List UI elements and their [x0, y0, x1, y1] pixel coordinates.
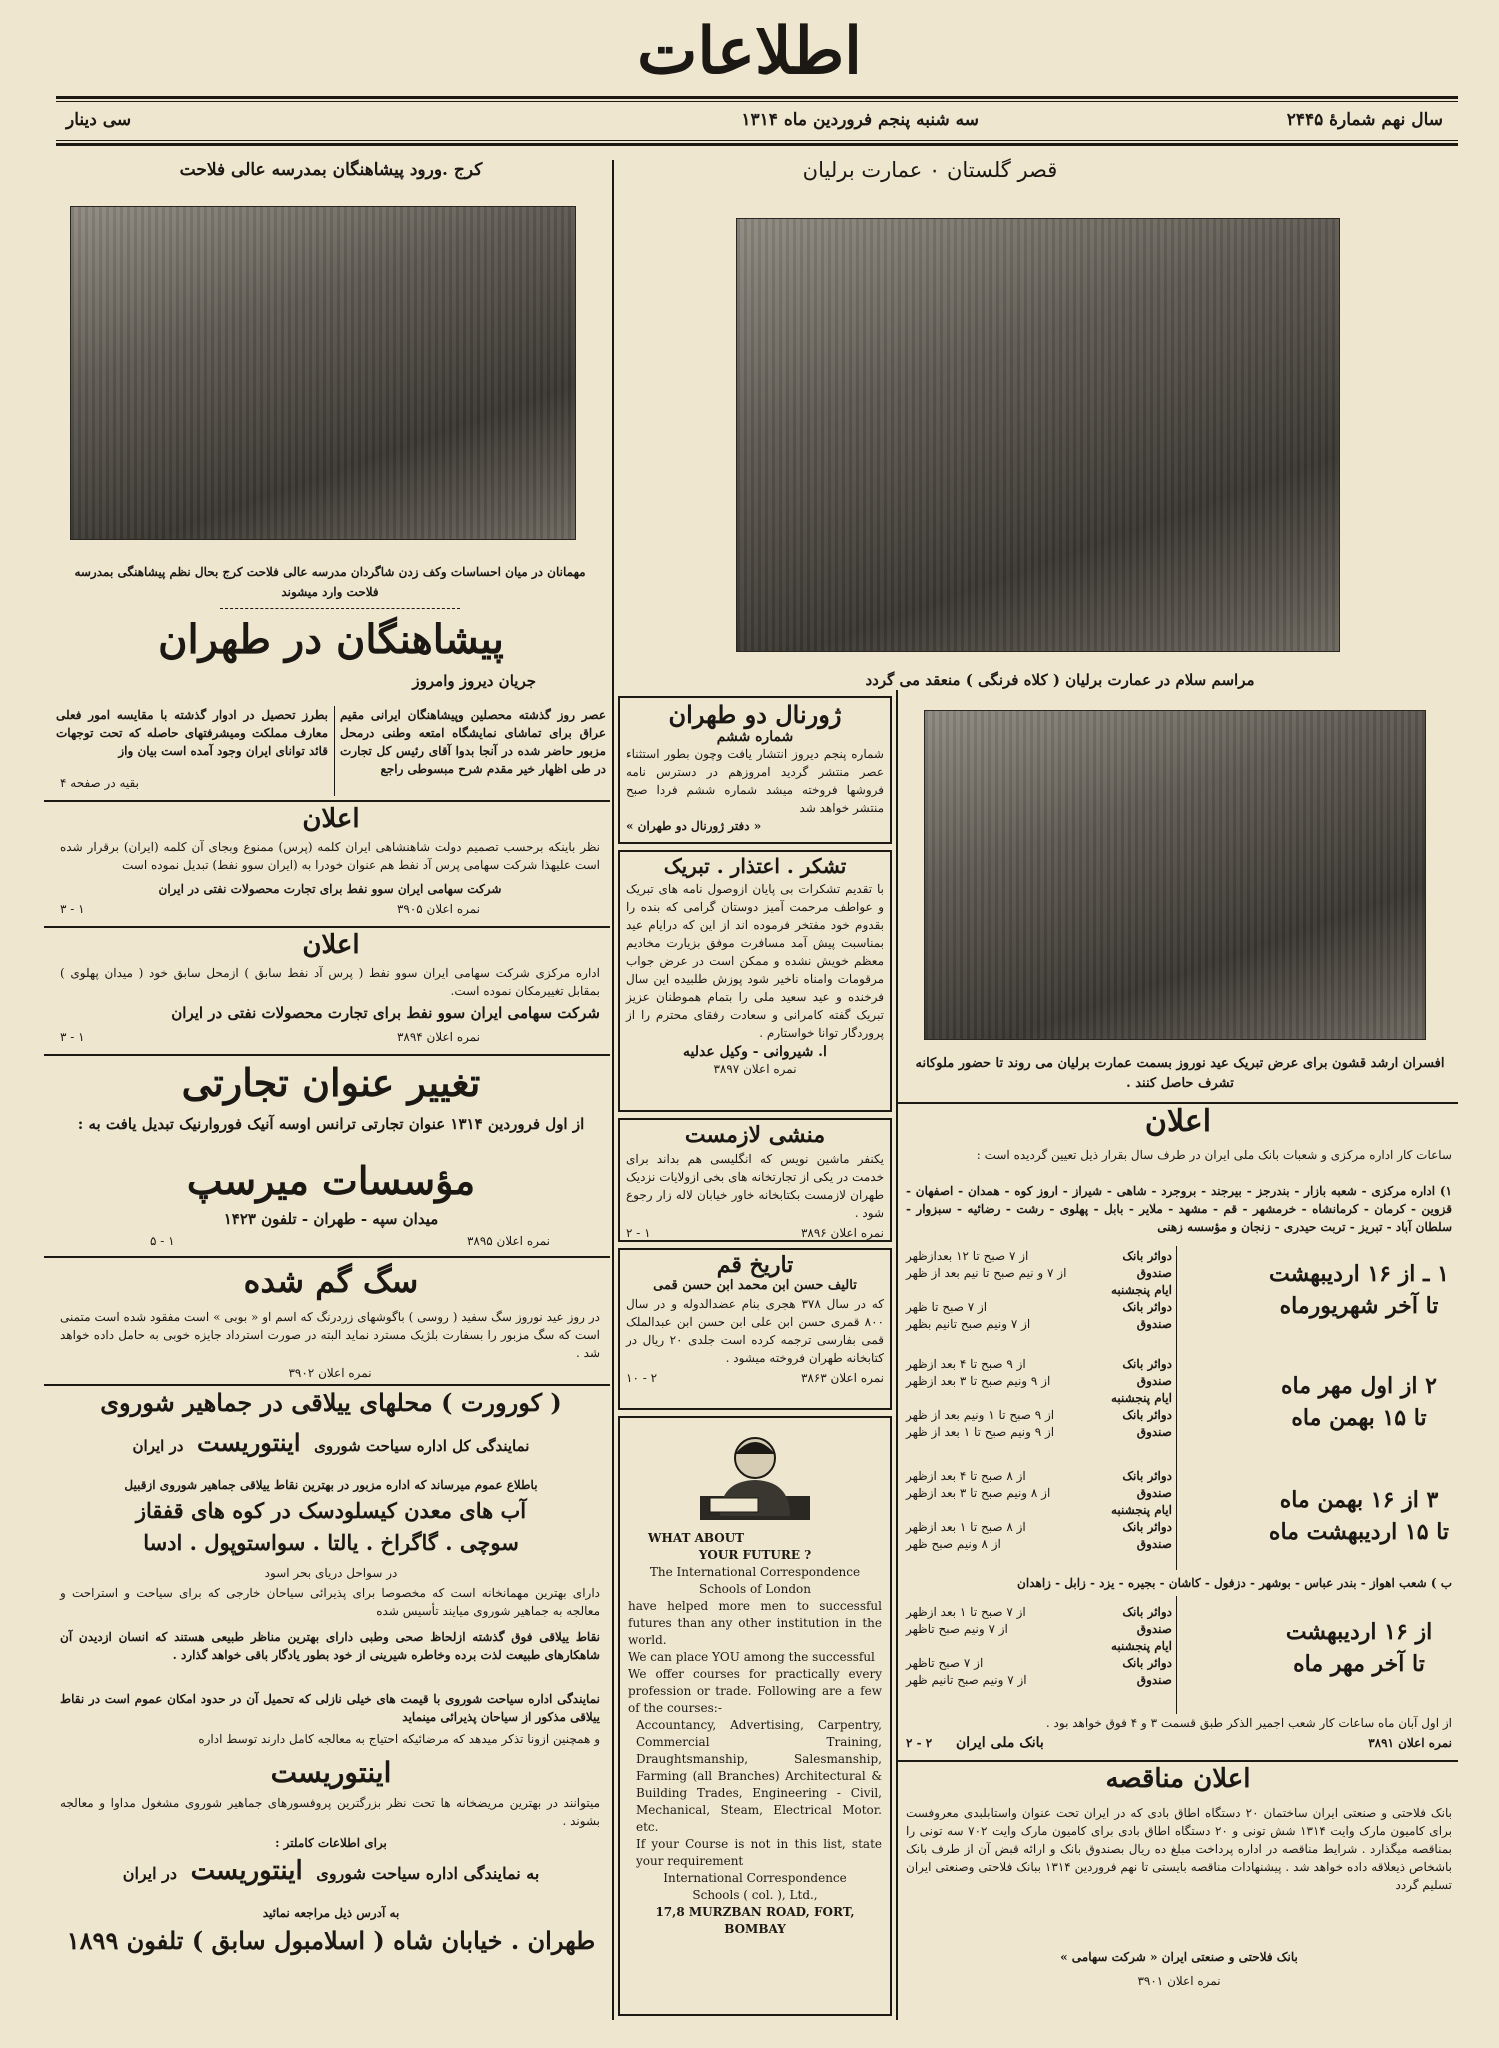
bank-period-1-to: تا آخر شهریورماه [1279, 1293, 1439, 1319]
intourist-info: برای اطلاعات کاملتر : [275, 1836, 387, 1850]
intourist-rep-line [56, 1856, 606, 1886]
intourist-in-iran: در ایران [132, 1437, 184, 1455]
issue-price: سی دینار [66, 110, 132, 130]
thanks-text: با تقدیم تشکرات بی پایان ازوصول نامه های تبریک و عواطف مرحمت آمیز دوستان گرامی که بنده را بقدوم خود مفتخر فرموده اند از این که درایام عید بمناسبت پیش آمد مسافرت موفق بزیارت مخادیم معظم خویش نشده و ممکن است در عرض جواب مرقومات وامناه ناخیر شود پوزش طلبیده این سال فرخنده و عید سعید ملی را بتمام هموطنان عزیز تبریک گفته کامرانی و سعادت رفقای محترم را از پروردگار توانا خواستارم . [626, 882, 884, 1040]
scouts-photo [70, 206, 576, 540]
bank-group-b: ب ) شعب اهواز - بندر عباس - بوشهر - دزفول - کاشان - بجیره - یزد - زابل - زاهدان [1017, 1576, 1452, 1590]
divider-notice2-top [44, 926, 610, 928]
masthead-rule-top [56, 96, 1458, 99]
thanks-signature: ا. شیروانی - وکیل عدلیه [683, 1044, 827, 1060]
bank-notice-intro: ساعات کار اداره مرکزی و شعبات بانک ملی ایران در طرف سال بقرار ذیل تعیین گردیده است : [976, 1148, 1452, 1162]
caption-dash-rule [220, 608, 460, 609]
scouts-subheadline: جریان دیروز وامروز [412, 672, 536, 690]
column-divider-left [612, 160, 614, 2020]
notice2-company: شرکت سهامی ایران سوو نفط برای تجارت محصولات نفتی در ایران [171, 1004, 600, 1022]
secretary-notice-part: ۱ - ۲ [626, 1226, 651, 1240]
qom-title: تاریخ قم [716, 1252, 794, 1278]
lost-dog-notice-number: نمره اعلان ۳۹۰۲ [288, 1366, 372, 1380]
issue-date: سه شنبه پنجم فروردین ماه ۱۳۱۴ [741, 110, 979, 130]
intourist-line-5: دارای بهترین مهمانخانه است که مخصوصا برای پذیرائی سیاحان خارجی که برای سیاحت و استراحت و معالجه به جماهیر شوروی میایند تأسیس شده [60, 1586, 600, 1618]
scouts-col-left: بطرز تحصیل در ادوار گذشته با مقایسه امور فعلی معارف مملکت ومیشرفتهای حاصله که تحت توجهات قائد توانای ایران وجود آمده است بیان واز [56, 708, 328, 758]
thanks-notice-number: نمره اعلان ۳۸۹۷ [713, 1062, 797, 1076]
ics-para-1: have helped more men to successful futures than any other institution in the world. [628, 1599, 882, 1647]
intourist-address: طهران . خیابان شاه ( اسلامبول سابق ) تلفون ۱۸۹۹ [66, 1926, 596, 1955]
bank-notice-title: اعلان [1144, 1104, 1212, 1139]
bank-period-3 [1259, 1484, 1459, 1548]
schedule-row: صندوق از ۸ ونیم صبح تا ۳ بعد ازظهر [906, 1486, 1172, 1500]
ics-text [620, 1530, 890, 1938]
header-rule-thin [56, 140, 1458, 141]
journal-signature: « دفتر ژورنال دو طهران » [626, 819, 762, 833]
ics-heading-2: YOUR FUTURE ? [698, 1548, 812, 1562]
bank-schedule-divider [1176, 1246, 1177, 1570]
header-rule [56, 143, 1458, 146]
schedule-row: صندوق از ۹ ونیم صبح تا ۳ بعد ازظهر [906, 1374, 1172, 1388]
ics-heading-1: WHAT ABOUT [648, 1531, 745, 1545]
intourist-agency: نمایندگی کل اداره سیاحت شوروی [314, 1437, 530, 1455]
bank-period-1-from: ۱ ـ از ۱۶ اردیبهشت [1269, 1261, 1449, 1287]
reading-man-illustration [680, 1426, 830, 1526]
notice2-title: اعلان [302, 930, 360, 960]
schedule-row: دوائر بانک از ۸ صبح تا ۴ بعد ازظهر [906, 1469, 1172, 1483]
bank-period-3-from: ۳ از ۱۶ بهمن ماه [1279, 1487, 1439, 1513]
trade-name-title: تغییر عنوان تجارتی [181, 1060, 481, 1105]
scouts-headline: پیشاهنگان در طهران [158, 616, 504, 663]
qom-notice-part: ۲ - ۱۰ [626, 1371, 658, 1385]
lost-dog-title: سگ گم شده [243, 1262, 419, 1300]
qom-author: تالیف حسن ابن محمد ابن حسن قمی [653, 1278, 857, 1293]
bank-period-4-from: از ۱۶ اردیبهشت [1285, 1619, 1433, 1645]
palace-photo [736, 218, 1340, 652]
journal-title: ژورنال دو طهران [668, 700, 842, 729]
intourist-title: ( کورورت ) محلهای ییلاقی در جماهیر شوروی [100, 1388, 562, 1417]
intourist-line-2: آب های معدن کیسلودسک در کوه های قفقاز [135, 1498, 527, 1523]
bank-period-2-from: ۲ از اول مهر ماه [1281, 1373, 1437, 1399]
trade-name-address: میدان سپه - طهران - تلفون ۱۴۲۳ [223, 1210, 439, 1228]
notice2-notice-part: ۱ - ۳ [60, 1030, 85, 1044]
trade-name-brand: مؤسسات میرسپ [186, 1158, 476, 1203]
notice2-notice-number: نمره اعلان ۳۸۹۴ [396, 1030, 480, 1044]
bank-period-1 [1259, 1258, 1459, 1322]
intourist-brand-large: اینتوریست [270, 1756, 392, 1789]
notice1-notice-part: ۱ - ۳ [60, 902, 85, 916]
notice1-footer [60, 900, 480, 918]
qom-notice-number: نمره اعلان ۳۸۶۳ [800, 1371, 884, 1385]
officers-photo [924, 710, 1426, 1040]
secretary-title: منشی لازمست [684, 1122, 826, 1148]
column-divider-right [896, 690, 898, 2020]
trade-name-text: از اول فروردین ۱۳۱۴ عنوان تجارتی ترانس اوسه آنیک فوروارنیک تبدیل یافت به : [77, 1115, 585, 1133]
bank-note: از اول آبان ماه ساعات کار شعب اجمیر الذکر طبق قسمت ۳ و ۴ فوق خواهد بود . [1045, 1716, 1452, 1730]
bank-schedule-3 [906, 1468, 1172, 1553]
scouts-continued: بقیه در صفحه ۴ [60, 776, 139, 790]
schedule-row: صندوق از ۷ ونیم صبح تانیم بظهر [906, 1317, 1172, 1331]
intourist-agency-line [56, 1428, 606, 1457]
intourist-line-7: نمایندگی اداره سیاحت شوروی با قیمت های خیلی نازلی که تحمیل آن در حدود امکان عموم است در نقاط ییلاقی مذکور از سیاحان پذیرائی مینماید [60, 1692, 600, 1724]
ics-footer-2: Schools ( col. ), Ltd., [692, 1888, 818, 1902]
lost-dog-text: در روز عید نوروز سگ سفید ( روسی ) باگوشهای زردرنگ که اسم او « بوبی » است مفقود شده است متمنی است که سگ مزبور را بسفارت بلژیک مسترد نماید البته در صورت استرداد جایزه خوبی به حامل داده خواهد شد . [60, 1310, 600, 1360]
ics-heading-4: Schools of London [699, 1582, 811, 1596]
schedule-row: ایام پنجشنبه [1110, 1283, 1172, 1297]
masthead-rule-top-thin [56, 101, 1458, 102]
notice1-text: نظر باینکه برحسب تصمیم دولت شاهنشاهی ایران کلمه (پرس) ممنوع وبجای آن کلمه (ایران) برقرار شده است علیهذا شرکت سهامی پرس آد نفط هم عنوان خودرا به (ایران سوو نفط) تبدیل نموده است [60, 840, 600, 872]
bank-period-4-to: تا آخر مهر ماه [1293, 1651, 1425, 1677]
notice1-title: اعلان [302, 804, 360, 834]
scouts-col-divider [334, 706, 335, 796]
schedule-row: دوائر بانک از ۷ صبح تا ظهر [906, 1300, 1172, 1314]
bank-period-4 [1259, 1616, 1459, 1680]
secretary-notice-number: نمره اعلان ۳۸۹۶ [800, 1226, 884, 1240]
intourist-brand: اینتوریست [197, 1428, 301, 1457]
bank-period-2-to: تا ۱۵ بهمن ماه [1291, 1405, 1427, 1431]
schedule-row: دوائر بانک از ۸ صبح تا ۱ بعد ازظهر [906, 1520, 1172, 1534]
schedule-row: ایام پنجشنبه [1110, 1503, 1172, 1517]
bank-schedule-1 [906, 1248, 1172, 1333]
notice1-company: شرکت سهامی ایران سوو نفط برای تجارت محصولات نفتی در ایران [158, 882, 502, 896]
bank-schedule-2 [906, 1356, 1172, 1441]
tender-notice-number: نمره اعلان ۳۹۰۱ [1137, 1974, 1221, 1988]
officers-photo-caption: افسران ارشد قشون برای عرض تبریک عید نوروز بسمت عمارت برلیان می روند تا حضور ملوکانه تشرف حاصل کنند . [915, 1056, 1445, 1091]
journal-box [618, 696, 892, 844]
notice1-notice-number: نمره اعلان ۳۹۰۵ [396, 902, 480, 916]
divider-intourist-top [44, 1384, 610, 1386]
notice2-footer [60, 1028, 480, 1046]
trade-name-notice-number: نمره اعلان ۳۸۹۵ [466, 1234, 550, 1248]
bank-period-2 [1259, 1370, 1459, 1434]
bank-notice-number: نمره اعلان ۳۸۹۱ [1368, 1736, 1452, 1750]
intourist-line-3: سوچی . گاگراخ . یالتا . سواستوپول . ادسا [143, 1530, 519, 1555]
intourist-rep-iran: در ایران [122, 1864, 178, 1883]
ics-para-3: We offer courses for practically every profession or trade. Following are a few of the courses:- [628, 1667, 882, 1715]
palace-photo-caption: مراسم سلام در عمارت برلیان ( کلاه فرنگی ) منعقد می گردد [865, 671, 1255, 689]
ics-heading-3: The International Correspondence [649, 1565, 861, 1579]
issue-number: سال نهم شمارهٔ ۲۴۴۵ [1286, 110, 1443, 130]
intourist-line-6: نقاط ییلاقی فوق گذشته ازلحاظ صحی وطبی دارای بهترین مناظر طبیعی هستند که انسان ازدیدن آن شاهکارهای طبیعت لذت برده وخاطره شیرینی از خود بطور یادگار باقی خواهد گذارد . [60, 1630, 600, 1662]
notice2-text: اداره مرکزی شرکت سهامی ایران سوو نفط ( پرس آد نفط سابق ) ازمحل سابق خود ( میدان پهلوی ) بمقابل تغییرمکان نموده است. [60, 966, 600, 998]
intourist-line-1: باطلاع عموم میرساند که اداره مزبور در بهترین نقاط ییلاقی جماهیر شوروی ازقبیل [124, 1478, 538, 1492]
palace-photo-title: قصر گلستان ۰ عمارت برلیان [802, 158, 1058, 182]
intourist-brand-rep: اینتوریست [190, 1856, 303, 1886]
bank-period-3-to: تا ۱۵ اردیبهشت ماه [1268, 1519, 1450, 1545]
journal-issue: شماره ششم [716, 729, 794, 745]
schedule-row: دوائر بانک از ۹ صبح تا ۴ بعد ازظهر [906, 1357, 1172, 1371]
trade-name-notice-part: ۱ - ۵ [150, 1234, 175, 1248]
schedule-row: دوائر بانک از ۷ صبح تا ۱ بعد ازظهر [906, 1605, 1172, 1619]
intourist-address-intro: به آدرس ذیل مراجعه نمائید [262, 1906, 400, 1920]
schedule-row: صندوق از ۷ و نیم صبح تا نیم بعد از ظهر [906, 1266, 1172, 1280]
divider-dog-top [44, 1256, 610, 1258]
tender-signature: بانک فلاحتی و صنعتی ایران « شرکت سهامی » [1060, 1950, 1298, 1964]
ics-footer-3: 17,8 MURZBAN ROAD, FORT, BOMBAY [655, 1905, 855, 1936]
divider-trade-top [44, 1054, 610, 1056]
bank-group-a: ۱) اداره مرکزی - شعبه بازار - بندرجز - بیرجند - بروجرد - شاهی - شیراز - اروز کوه - همدان - اصفهان - قزوین - کرمان - کرمانشاه - خرمشهر - قم - مشهد - ملایر - بابل - پهلوی - رشت - رضائیه - سبزوار - سلطان آباد - تبریز - تربت حیدری - زنجان و مؤسسه زهنی [906, 1184, 1452, 1234]
schedule-row: صندوق از ۷ ونیم صبح تاظهر [906, 1622, 1172, 1636]
intourist-line-9: میتوانند در بهترین مریضخانه ها تحت نظر بزرگترین پروفسورهای جماهیر شوروی مشغول مداوا و معالجه بشوند . [60, 1796, 600, 1828]
bank-signature: بانک ملی ایران [956, 1735, 1044, 1751]
bank-notice-part: ۲ - ۲ [906, 1736, 933, 1750]
ics-footer-1: International Correspondence [663, 1871, 847, 1885]
journal-text: شماره پنجم دیروز انتشار یافت وچون بطور استثناء عصر منتشر گردید امروزهم در دسترس نامه فروشها فروخته میشد شماره ششم فردا صبح منتشر خواهد شد [626, 747, 884, 815]
ics-para-5: If your Course is not in this list, state your requirement [636, 1837, 882, 1868]
qom-text: که در سال ۳۷۸ هجری بنام عضدالدوله و در سال ۸۰۰ قمری حسن ابن علی ابن حسن ابن عبدالملک قمی بفارسی ترجمه کرده است جلدی ۲۰ ریال در کتابخانه طهران فروخته میشود . [626, 1297, 884, 1365]
schedule-row: صندوق از ۸ ونیم صبح ظهر [906, 1537, 1172, 1551]
secretary-footer [620, 1224, 890, 1242]
trade-name-footer [150, 1232, 550, 1250]
thanks-box [618, 850, 892, 1112]
schedule-row: دوائر بانک از ۷ صبح تا ۱۲ بعدازظهر [906, 1249, 1172, 1263]
scouts-col-right: عصر روز گذشته محصلین وپیشاهنگان ایرانی مقیم عراق برای تماشای نمایشگاه امتعه وطنی درمحل مزبور حاضر شده در آنجا بدوا آقای رئیس کل تجارت در طی اظهار خیر مقدم شرح مبسوطی راجع [340, 708, 606, 776]
masthead-title: اطلاعات [637, 14, 862, 89]
divider-notice1-top [44, 800, 610, 802]
tender-title: اعلان مناقصه [1105, 1764, 1251, 1794]
qom-box [618, 1248, 892, 1410]
schedule-row: ایام پنجشنبه [1110, 1391, 1172, 1405]
divider-tender-top [898, 1760, 1458, 1762]
schedule-row: دوائر بانک از ۹ صبح تا ۱ ونیم بعد از ظهر [906, 1408, 1172, 1422]
ics-para-2: We can place YOU among the successful [628, 1650, 875, 1664]
bank-schedule-4 [906, 1604, 1172, 1689]
qom-footer [620, 1369, 890, 1387]
bank-schedule-divider-b [1176, 1596, 1177, 1714]
intourist-line-8: و همچنین ازونا تذکر میدهد که مرضائیکه احتیاج به معالجه کامل دارند توسط اداره [198, 1732, 600, 1746]
scouts-photo-title: کرج .ورود پیشاهنگان بمدرسه عالی فلاحت [179, 160, 483, 180]
schedule-row: دوائر بانک از ۷ صبح تاظهر [906, 1656, 1172, 1670]
intourist-line-4: در سواحل دریای بحر اسود [264, 1566, 398, 1580]
schedule-row: ایام پنجشنبه [1110, 1639, 1172, 1653]
tender-text: بانک فلاحتی و صنعتی ایران ساختمان ۲۰ دستگاه اطاق بادی که در ایران تحت عنوان واستابلبدی معروفست برای کامیون مارک وایت ۱۳۱۴ شش تونی و ۲۰ دستگاه اطاق بادی برای کامیون مارک وایت ۷۰۲ سه تونی را بمناقصه میگذارد . شرایط مناقصه در اداره پرداخت مبلغ ده ریال بصندوق بانک و ارائه قبض آن از طرف بانک باشخاص ذیعلاقه داده خواهد شد . پیشنهادات مناقصه بایستی تا نهم فروردین ۱۳۱۴ ببانک فلاحتی وصنعتی ایران تسلیم گردد [906, 1806, 1453, 1892]
intourist-rep: به نمایندگی اداره سیاحت شوروی [316, 1864, 540, 1883]
ics-courses: Accountancy, Advertising, Carpentry, Commercial Training, Draughtsmanship, Salesmanship, Farming (all Branches) Architectural & Building Trades, Engineering - Civil, Mechanical, Steam, Electrical Motor. etc. [636, 1718, 882, 1834]
scouts-photo-caption: مهمانان در میان احساسات وکف زدن شاگردان مدرسه عالی فلاحت کرج بحال نظم پیشاهنگی بمدرسه فلاحت وارد میشوند [74, 565, 586, 599]
thanks-title: تشکر . اعتذار . تبریک [663, 854, 847, 878]
schedule-row: صندوق از ۷ ونیم صبح تانیم ظهر [906, 1673, 1172, 1687]
secretary-text: یکنفر ماشین نویس که انگلیسی هم بداند برای خدمت در یکی از تجارتخانه های بخی ازولایات نزدیک طهران لازمست بکتابخانه خاور خیابان لاله زار رجوع شود . [626, 1152, 884, 1220]
ics-ad [618, 1416, 892, 2016]
secretary-box [618, 1118, 892, 1242]
schedule-row: صندوق از ۹ ونیم صبح تا ۱ بعد از ظهر [906, 1425, 1172, 1439]
